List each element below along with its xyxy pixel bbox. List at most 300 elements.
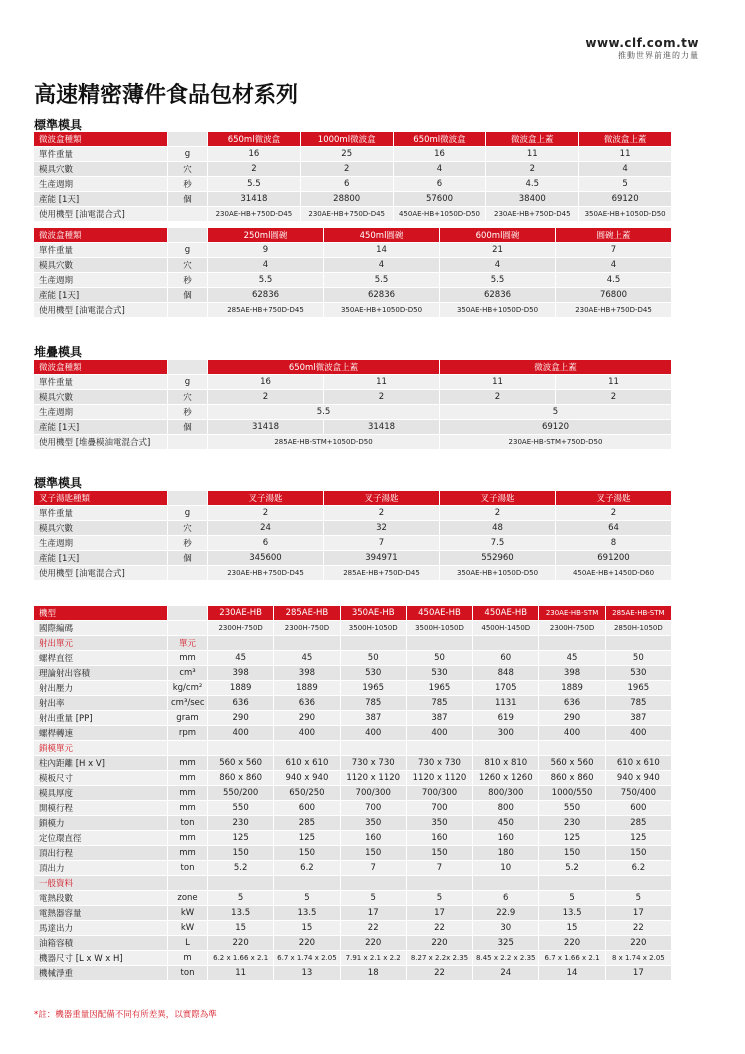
cell: 1965 — [407, 681, 473, 696]
table-row — [34, 390, 672, 405]
footnote: *註：機器重量因配備不同有所差異，以實際為準 — [34, 1010, 217, 1020]
unit-header-blank — [168, 228, 208, 243]
cell: 15 — [208, 921, 274, 936]
cell: 5 — [407, 891, 473, 906]
cell: 1705 — [473, 681, 539, 696]
cell: 2 — [208, 506, 324, 521]
row-label: 生產週期 — [34, 405, 168, 420]
row-label: 定位環直徑 — [34, 831, 168, 846]
cell: 230AE-HB+750D-D45 — [208, 566, 324, 581]
row-unit: 穴 — [168, 521, 208, 536]
cell: 450AE-HB+1450D-D60 — [556, 566, 672, 581]
cell: 230AE-HB-STM+750D-D50 — [440, 435, 672, 450]
table-row — [34, 831, 672, 846]
table-row — [34, 951, 672, 966]
row-unit: 個 — [168, 551, 208, 566]
cell: 394971 — [324, 551, 440, 566]
cell: 160 — [341, 831, 407, 846]
cell: 530 — [407, 666, 473, 681]
table-stack-mold — [34, 360, 672, 450]
header-cell: 650ml微波盒 — [394, 132, 487, 147]
row-unit: cm³ — [168, 666, 208, 681]
cell: 5.2 — [208, 861, 274, 876]
header-cell: 圓碗上蓋 — [556, 228, 672, 243]
table-row — [34, 891, 672, 906]
cell: 7 — [324, 536, 440, 551]
page-title: 高速精密薄件食品包材系列 — [34, 83, 299, 108]
row-label: 使用機型 [油電混合式] — [34, 207, 168, 222]
group-header-row — [34, 876, 672, 891]
cell: 4 — [556, 258, 672, 273]
cell: 125 — [274, 831, 340, 846]
cell: 5.5 — [208, 177, 301, 192]
cell: 2850H-1050D — [606, 621, 672, 636]
cell: 22 — [341, 921, 407, 936]
cell: 11 — [440, 375, 556, 390]
unit-header — [168, 876, 208, 891]
cell: 220 — [341, 936, 407, 951]
cell: 1120 x 1120 — [407, 771, 473, 786]
cell: 285AE-HB+750D-D45 — [324, 566, 440, 581]
row-unit: mm — [168, 771, 208, 786]
table-row — [34, 536, 672, 551]
cell: 2 — [324, 506, 440, 521]
cell: 11 — [579, 147, 672, 162]
cell-empty — [539, 876, 605, 891]
table-header-row — [34, 491, 672, 506]
row-unit: g — [168, 506, 208, 521]
cell: 11 — [556, 375, 672, 390]
header-cell: 650ml微波盒 — [208, 132, 301, 147]
cell: 387 — [407, 711, 473, 726]
header-cell: 450AE-HB — [473, 606, 539, 621]
cell: 398 — [208, 666, 274, 681]
header-cell: 230AE-HB-STM — [539, 606, 605, 621]
header-cell: 微波盒種類 — [34, 360, 168, 375]
cell: 13.5 — [539, 906, 605, 921]
header-cell: 叉子湯匙 — [556, 491, 672, 506]
cell: 10 — [473, 861, 539, 876]
header-cell: 600ml圓碗 — [440, 228, 556, 243]
row-label: 產能 [1天] — [34, 192, 168, 207]
cell: 398 — [274, 666, 340, 681]
row-label: 機器尺寸 [L x W x H] — [34, 951, 168, 966]
cell: 17 — [606, 906, 672, 921]
table-header-row — [34, 132, 672, 147]
cell: 69120 — [579, 192, 672, 207]
cell: 16 — [208, 375, 324, 390]
cell: 4500H-1450D — [473, 621, 539, 636]
row-unit: 穴 — [168, 390, 208, 405]
header-cell: 285AE-HB — [274, 606, 340, 621]
cell: 50 — [606, 651, 672, 666]
cell: 785 — [407, 696, 473, 711]
cell: 345600 — [208, 551, 324, 566]
table-row — [34, 726, 672, 741]
table-row — [34, 375, 672, 390]
row-unit — [168, 207, 208, 222]
row-label: 模具厚度 — [34, 786, 168, 801]
unit-header-blank — [168, 360, 208, 375]
table-row — [34, 273, 672, 288]
cell: 220 — [274, 936, 340, 951]
cell: 8 x 1.74 x 2.05 — [606, 951, 672, 966]
cell: 636 — [539, 696, 605, 711]
cell: 600 — [606, 801, 672, 816]
cell: 45 — [208, 651, 274, 666]
row-unit: mm — [168, 846, 208, 861]
cell: 552960 — [440, 551, 556, 566]
table-row — [34, 846, 672, 861]
row-unit: mm — [168, 801, 208, 816]
row-label: 開模行程 — [34, 801, 168, 816]
cell: 2 — [486, 162, 579, 177]
row-label: 生產週期 — [34, 536, 168, 551]
cell: 230 — [539, 816, 605, 831]
cell: 810 x 810 — [473, 756, 539, 771]
cell-empty — [407, 876, 473, 891]
row-unit: 秒 — [168, 177, 208, 192]
cell: 400 — [208, 726, 274, 741]
cell: 285 — [274, 816, 340, 831]
table-row — [34, 147, 672, 162]
cell: 1131 — [473, 696, 539, 711]
row-label: 射出壓力 — [34, 681, 168, 696]
cell: 325 — [473, 936, 539, 951]
cell: 610 x 610 — [606, 756, 672, 771]
cell: 610 x 610 — [274, 756, 340, 771]
cell: 350 — [407, 816, 473, 831]
cell: 45 — [539, 651, 605, 666]
cell: 2 — [440, 390, 556, 405]
cell: 860 x 860 — [539, 771, 605, 786]
table-microwave-box — [34, 132, 672, 222]
cell: 160 — [407, 831, 473, 846]
cell: 530 — [606, 666, 672, 681]
cell: 785 — [606, 696, 672, 711]
cell: 150 — [341, 846, 407, 861]
cell: 6.2 x 1.66 x 2.1 — [208, 951, 274, 966]
row-unit: kW — [168, 921, 208, 936]
cell: 25 — [301, 147, 394, 162]
cell: 650/250 — [274, 786, 340, 801]
table-row — [34, 666, 672, 681]
cell: 24 — [208, 521, 324, 536]
table-row — [34, 288, 672, 303]
row-label: 模具穴數 — [34, 162, 168, 177]
row-label: 模具穴數 — [34, 390, 168, 405]
cell: 285 — [606, 816, 672, 831]
table-row — [34, 906, 672, 921]
cell: 285AE-HB+750D-D45 — [208, 303, 324, 318]
cell: 6 — [394, 177, 487, 192]
row-unit: kg/cm² — [168, 681, 208, 696]
row-label: 國際編碼 — [34, 621, 168, 636]
cell: 8.45 x 2.2 x 2.35 — [473, 951, 539, 966]
cell: 2300H-750D — [208, 621, 274, 636]
header-cell: 叉子湯匙 — [324, 491, 440, 506]
header-cell: 微波盒上蓋 — [579, 132, 672, 147]
row-unit: 秒 — [168, 273, 208, 288]
cell: 4 — [208, 258, 324, 273]
cell: 220 — [539, 936, 605, 951]
cell: 860 x 860 — [208, 771, 274, 786]
row-label: 產能 [1天] — [34, 420, 168, 435]
section-title-stack-mold: 堆疊模具 — [34, 345, 83, 359]
cell: 4 — [324, 258, 440, 273]
unit-header: 單元 — [168, 636, 208, 651]
cell: 64 — [556, 521, 672, 536]
header-cell: 機型 — [34, 606, 168, 621]
row-unit: ton — [168, 966, 208, 981]
cell: 700 — [341, 801, 407, 816]
cell: 22 — [407, 966, 473, 981]
cell: 32 — [324, 521, 440, 536]
cell: 2 — [301, 162, 394, 177]
group-title: 一般資料 — [34, 876, 168, 891]
cell: 7.5 — [440, 536, 556, 551]
row-unit: m — [168, 951, 208, 966]
row-label: 單件重量 — [34, 506, 168, 521]
table-row — [34, 420, 672, 435]
cell: 2 — [440, 506, 556, 521]
row-label: 模板尺寸 — [34, 771, 168, 786]
cell: 50 — [341, 651, 407, 666]
cell: 400 — [407, 726, 473, 741]
cell: 619 — [473, 711, 539, 726]
cell: 15 — [274, 921, 340, 936]
row-label: 螺桿轉速 — [34, 726, 168, 741]
cell-empty — [539, 741, 605, 756]
cell: 125 — [208, 831, 274, 846]
header-cell: 450AE-HB — [407, 606, 473, 621]
cell: 21 — [440, 243, 556, 258]
table-row — [34, 711, 672, 726]
cell: 2 — [324, 390, 440, 405]
table-row — [34, 681, 672, 696]
cell: 350AE-HB+1050D-D50 — [440, 303, 556, 318]
cell: 5.5 — [440, 273, 556, 288]
cell: 730 x 730 — [341, 756, 407, 771]
table-row — [34, 566, 672, 581]
table-machine-specs — [34, 606, 672, 981]
cell: 22 — [606, 921, 672, 936]
cell: 62836 — [208, 288, 324, 303]
cell: 150 — [274, 846, 340, 861]
cell-empty — [407, 636, 473, 651]
table-header-row — [34, 228, 672, 243]
cell: 69120 — [440, 420, 672, 435]
cell-empty — [606, 636, 672, 651]
cell: 1965 — [341, 681, 407, 696]
cell: 848 — [473, 666, 539, 681]
unit-header-blank — [168, 606, 208, 621]
cell: 8 — [556, 536, 672, 551]
cell: 11 — [486, 147, 579, 162]
header-cell: 230AE-HB — [208, 606, 274, 621]
table-row — [34, 786, 672, 801]
cell: 700/300 — [341, 786, 407, 801]
website-url: www.clf.com.tw — [585, 36, 699, 50]
cell: 2 — [556, 390, 672, 405]
row-unit — [168, 621, 208, 636]
cell-empty — [473, 636, 539, 651]
cell: 1260 x 1260 — [473, 771, 539, 786]
cell: 62836 — [324, 288, 440, 303]
group-title: 射出單元 — [34, 636, 168, 651]
cell: 30 — [473, 921, 539, 936]
cell: 5.2 — [539, 861, 605, 876]
cell: 31418 — [324, 420, 440, 435]
cell: 5 — [539, 891, 605, 906]
cell-empty — [274, 636, 340, 651]
row-unit: mm — [168, 786, 208, 801]
table-row — [34, 243, 672, 258]
cell: 150 — [539, 846, 605, 861]
row-unit: ton — [168, 816, 208, 831]
cell: 13.5 — [208, 906, 274, 921]
cell: 160 — [473, 831, 539, 846]
cell: 4 — [579, 162, 672, 177]
header-cell: 650ml微波盒上蓋 — [208, 360, 440, 375]
cell: 400 — [539, 726, 605, 741]
cell: 180 — [473, 846, 539, 861]
cell: 400 — [274, 726, 340, 741]
cell: 8.27 x 2.2x 2.35 — [407, 951, 473, 966]
cell: 62836 — [440, 288, 556, 303]
cell: 230AE-HB+750D-D45 — [301, 207, 394, 222]
cell: 3500H-1050D — [341, 621, 407, 636]
cell: 45 — [274, 651, 340, 666]
header-cell: 微波盒種類 — [34, 132, 168, 147]
row-label: 模具穴數 — [34, 521, 168, 536]
header-cell: 叉子湯匙 — [208, 491, 324, 506]
row-label: 單件重量 — [34, 147, 168, 162]
cell: 150 — [208, 846, 274, 861]
group-header-row — [34, 636, 672, 651]
cell: 1889 — [274, 681, 340, 696]
row-label: 產能 [1天] — [34, 551, 168, 566]
table-row — [34, 506, 672, 521]
row-unit: L — [168, 936, 208, 951]
table-row — [34, 771, 672, 786]
row-unit — [168, 566, 208, 581]
cell: 940 x 940 — [274, 771, 340, 786]
cell: 2300H-750D — [274, 621, 340, 636]
cell-empty — [341, 636, 407, 651]
row-label: 頂出力 — [34, 861, 168, 876]
header-cell: 叉子湯匙 — [440, 491, 556, 506]
table-row — [34, 921, 672, 936]
cell: 398 — [539, 666, 605, 681]
cell: 550 — [208, 801, 274, 816]
table-row — [34, 521, 672, 536]
table-row — [34, 207, 672, 222]
cell: 15 — [539, 921, 605, 936]
cell: 14 — [324, 243, 440, 258]
table-row — [34, 258, 672, 273]
header-cell: 叉子湯匙種類 — [34, 491, 168, 506]
header-cell: 微波盒上蓋 — [440, 360, 672, 375]
cell: 800/300 — [473, 786, 539, 801]
cell: 6 — [301, 177, 394, 192]
cell: 2 — [208, 162, 301, 177]
cell: 150 — [407, 846, 473, 861]
cell: 17 — [341, 906, 407, 921]
cell: 750/400 — [606, 786, 672, 801]
row-unit: ton — [168, 861, 208, 876]
cell: 31418 — [208, 192, 301, 207]
cell: 350AE-HB+1050D-D50 — [579, 207, 672, 222]
cell-empty — [208, 741, 274, 756]
cell: 350AE-HB+1050D-D50 — [324, 303, 440, 318]
cell: 50 — [407, 651, 473, 666]
cell: 28800 — [301, 192, 394, 207]
cell: 600 — [274, 801, 340, 816]
cell: 220 — [407, 936, 473, 951]
cell: 17 — [606, 966, 672, 981]
cell-empty — [606, 741, 672, 756]
cell: 13.5 — [274, 906, 340, 921]
row-label: 柱內距離 [H x V] — [34, 756, 168, 771]
cell: 230AE-HB+750D-D45 — [208, 207, 301, 222]
cell: 5.5 — [324, 273, 440, 288]
cell: 636 — [208, 696, 274, 711]
row-label: 頂出行程 — [34, 846, 168, 861]
cell: 2300H-750D — [539, 621, 605, 636]
cell: 387 — [606, 711, 672, 726]
cell: 150 — [606, 846, 672, 861]
cell: 560 x 560 — [208, 756, 274, 771]
table-row — [34, 192, 672, 207]
cell: 691200 — [556, 551, 672, 566]
cell-empty — [473, 741, 539, 756]
cell: 387 — [341, 711, 407, 726]
cell: 7 — [556, 243, 672, 258]
table-row — [34, 936, 672, 951]
cell: 230 — [208, 816, 274, 831]
row-label: 生產週期 — [34, 177, 168, 192]
cell: 450AE-HB+1050D-D50 — [394, 207, 487, 222]
cell: 550/200 — [208, 786, 274, 801]
table-row — [34, 303, 672, 318]
cell: 5 — [606, 891, 672, 906]
row-label: 電熱段數 — [34, 891, 168, 906]
cell: 14 — [539, 966, 605, 981]
row-unit: gram — [168, 711, 208, 726]
cell: 22 — [407, 921, 473, 936]
cell: 5 — [440, 405, 672, 420]
cell: 730 x 730 — [407, 756, 473, 771]
row-unit: 秒 — [168, 536, 208, 551]
table-row — [34, 162, 672, 177]
cell: 1889 — [208, 681, 274, 696]
cell-empty — [274, 876, 340, 891]
row-unit: mm — [168, 756, 208, 771]
cell: 38400 — [486, 192, 579, 207]
cell: 300 — [473, 726, 539, 741]
table-row — [34, 861, 672, 876]
cell: 785 — [341, 696, 407, 711]
cell: 350 — [341, 816, 407, 831]
cell: 700/300 — [407, 786, 473, 801]
cell: 13 — [274, 966, 340, 981]
unit-header — [168, 741, 208, 756]
cell: 5.5 — [208, 405, 440, 420]
cell: 220 — [606, 936, 672, 951]
row-label: 螺桿直徑 — [34, 651, 168, 666]
cell: 4 — [394, 162, 487, 177]
